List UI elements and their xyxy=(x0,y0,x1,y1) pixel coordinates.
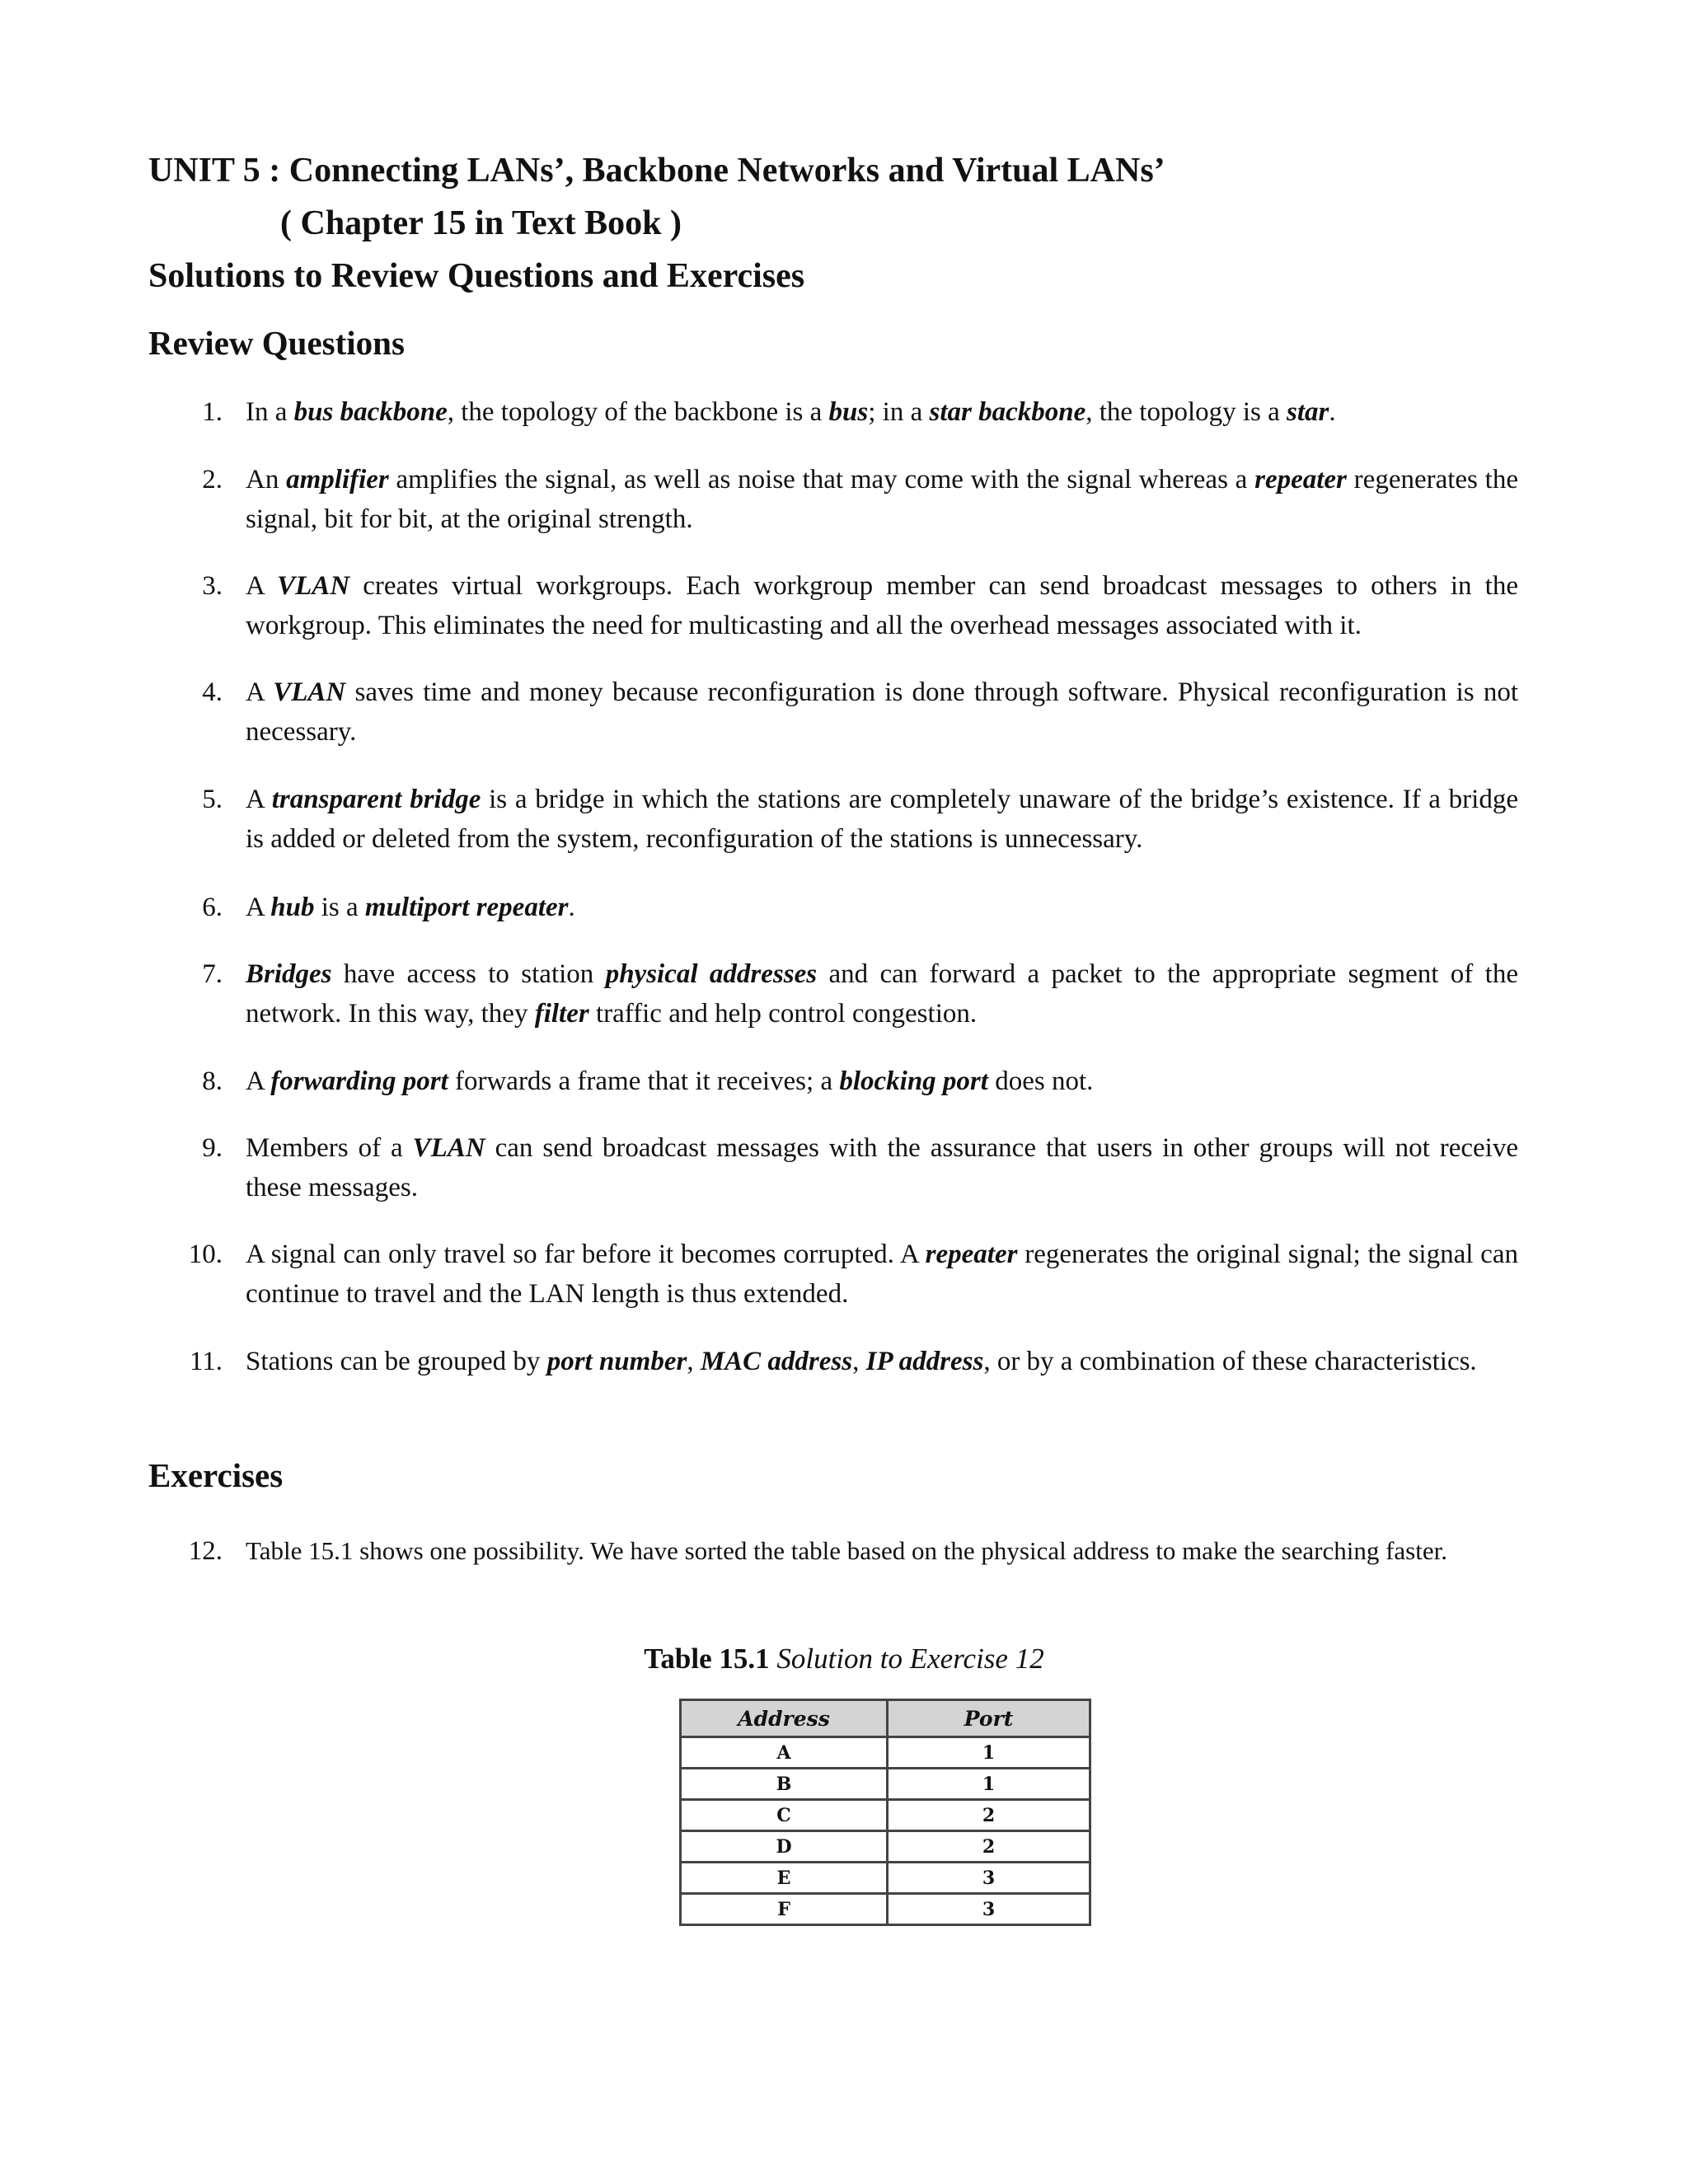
item-text: A forwarding port forwards a frame that it receives; a blocking port does not. xyxy=(246,1066,1094,1096)
item-number: 7. xyxy=(202,959,223,989)
address-cell: F xyxy=(681,1894,888,1925)
address-cell: D xyxy=(681,1831,888,1863)
item-number: 4. xyxy=(202,677,223,707)
item-text: An amplifier amplifies the signal, as well as noise that may come with the signal whereas a repeater regenerates the signal, bit for bit, at the original strength. xyxy=(246,465,1518,534)
port-cell: 1 xyxy=(888,1737,1090,1769)
caption-title: Solution to Exercise 12 xyxy=(776,1643,1044,1675)
address-cell: B xyxy=(681,1769,888,1800)
item-number: 10. xyxy=(188,1240,223,1269)
item-number: 9. xyxy=(202,1133,223,1163)
item-number: 11. xyxy=(189,1347,223,1376)
caption-label: Table 15.1 xyxy=(644,1643,770,1675)
table-row xyxy=(681,1831,1090,1863)
item-text: A VLAN creates virtual workgroups. Each workgroup member can send broadcast messages to others in the workgroup. This eliminates the need for multicasting and all the overhead messages associated with it. xyxy=(246,571,1518,640)
page-subtitle: ( Chapter 15 in Text Book ) xyxy=(280,204,682,242)
port-cell: 2 xyxy=(888,1800,1090,1831)
table-caption xyxy=(0,1644,1688,1673)
item-text: A VLAN saves time and money because reconfiguration is done through software. Physical reconfiguration is not necessary. xyxy=(246,677,1518,747)
port-cell: 3 xyxy=(888,1863,1090,1894)
item-text: In a bus backbone, the topology of the backbone is a bus; in a star backbone, the topology is a star. xyxy=(246,397,1336,427)
section-title: Solutions to Review Questions and Exercises xyxy=(148,257,805,295)
table-row xyxy=(681,1800,1090,1831)
item-text: Bridges have access to station physical addresses and can forward a packet to the appropriate segment of the network. In this way, they filter traffic and help control congestion. xyxy=(246,959,1518,1029)
review-questions-heading: Review Questions xyxy=(148,324,405,362)
port-cell: 2 xyxy=(888,1831,1090,1863)
port-cell: 1 xyxy=(888,1769,1090,1800)
item-text: Table 15.1 shows one possibility. We have sorted the table based on the physical address to make the searching faster. xyxy=(246,1536,1447,1565)
table-row xyxy=(681,1769,1090,1800)
address-port-table xyxy=(679,1699,1091,1926)
item-number: 3. xyxy=(202,571,223,601)
page-title: UNIT 5 : Connecting LANs’, Backbone Networks and Virtual LANs’ xyxy=(148,152,1165,190)
address-cell: E xyxy=(681,1863,888,1894)
exercises-heading: Exercises xyxy=(148,1456,284,1494)
table-header-row xyxy=(681,1700,1090,1737)
address-cell: A xyxy=(681,1737,888,1769)
item-number: 2. xyxy=(202,465,223,494)
address-cell: C xyxy=(681,1800,888,1831)
address-column-header: Address xyxy=(681,1700,888,1737)
item-number: 5. xyxy=(202,785,223,814)
item-number: 6. xyxy=(202,893,223,922)
item-text: A hub is a multiport repeater. xyxy=(246,893,575,922)
item-text: Members of a VLAN can send broadcast messages with the assurance that users in other groups will not receive these messages. xyxy=(246,1133,1519,1202)
table-row xyxy=(681,1737,1090,1769)
port-column-header: Port xyxy=(888,1700,1090,1737)
port-cell: 3 xyxy=(888,1894,1090,1925)
item-text: Stations can be grouped by port number, MAC address, IP address, or by a combination of these characteristics. xyxy=(246,1347,1477,1376)
item-text: A transparent bridge is a bridge in which the stations are completely unaware of the bridge’s existence. If a bridge is added or deleted from the system, reconfiguration of the stations is unnecessary. xyxy=(246,785,1518,854)
table-row xyxy=(681,1863,1090,1894)
item-number: 8. xyxy=(202,1066,223,1096)
item-number: 12. xyxy=(188,1536,223,1566)
table-row xyxy=(681,1894,1090,1925)
item-text: A signal can only travel so far before it becomes corrupted. A repeater regenerates the original signal; the signal can continue to travel and the LAN length is thus extended. xyxy=(246,1240,1518,1309)
item-number: 1. xyxy=(202,397,223,427)
